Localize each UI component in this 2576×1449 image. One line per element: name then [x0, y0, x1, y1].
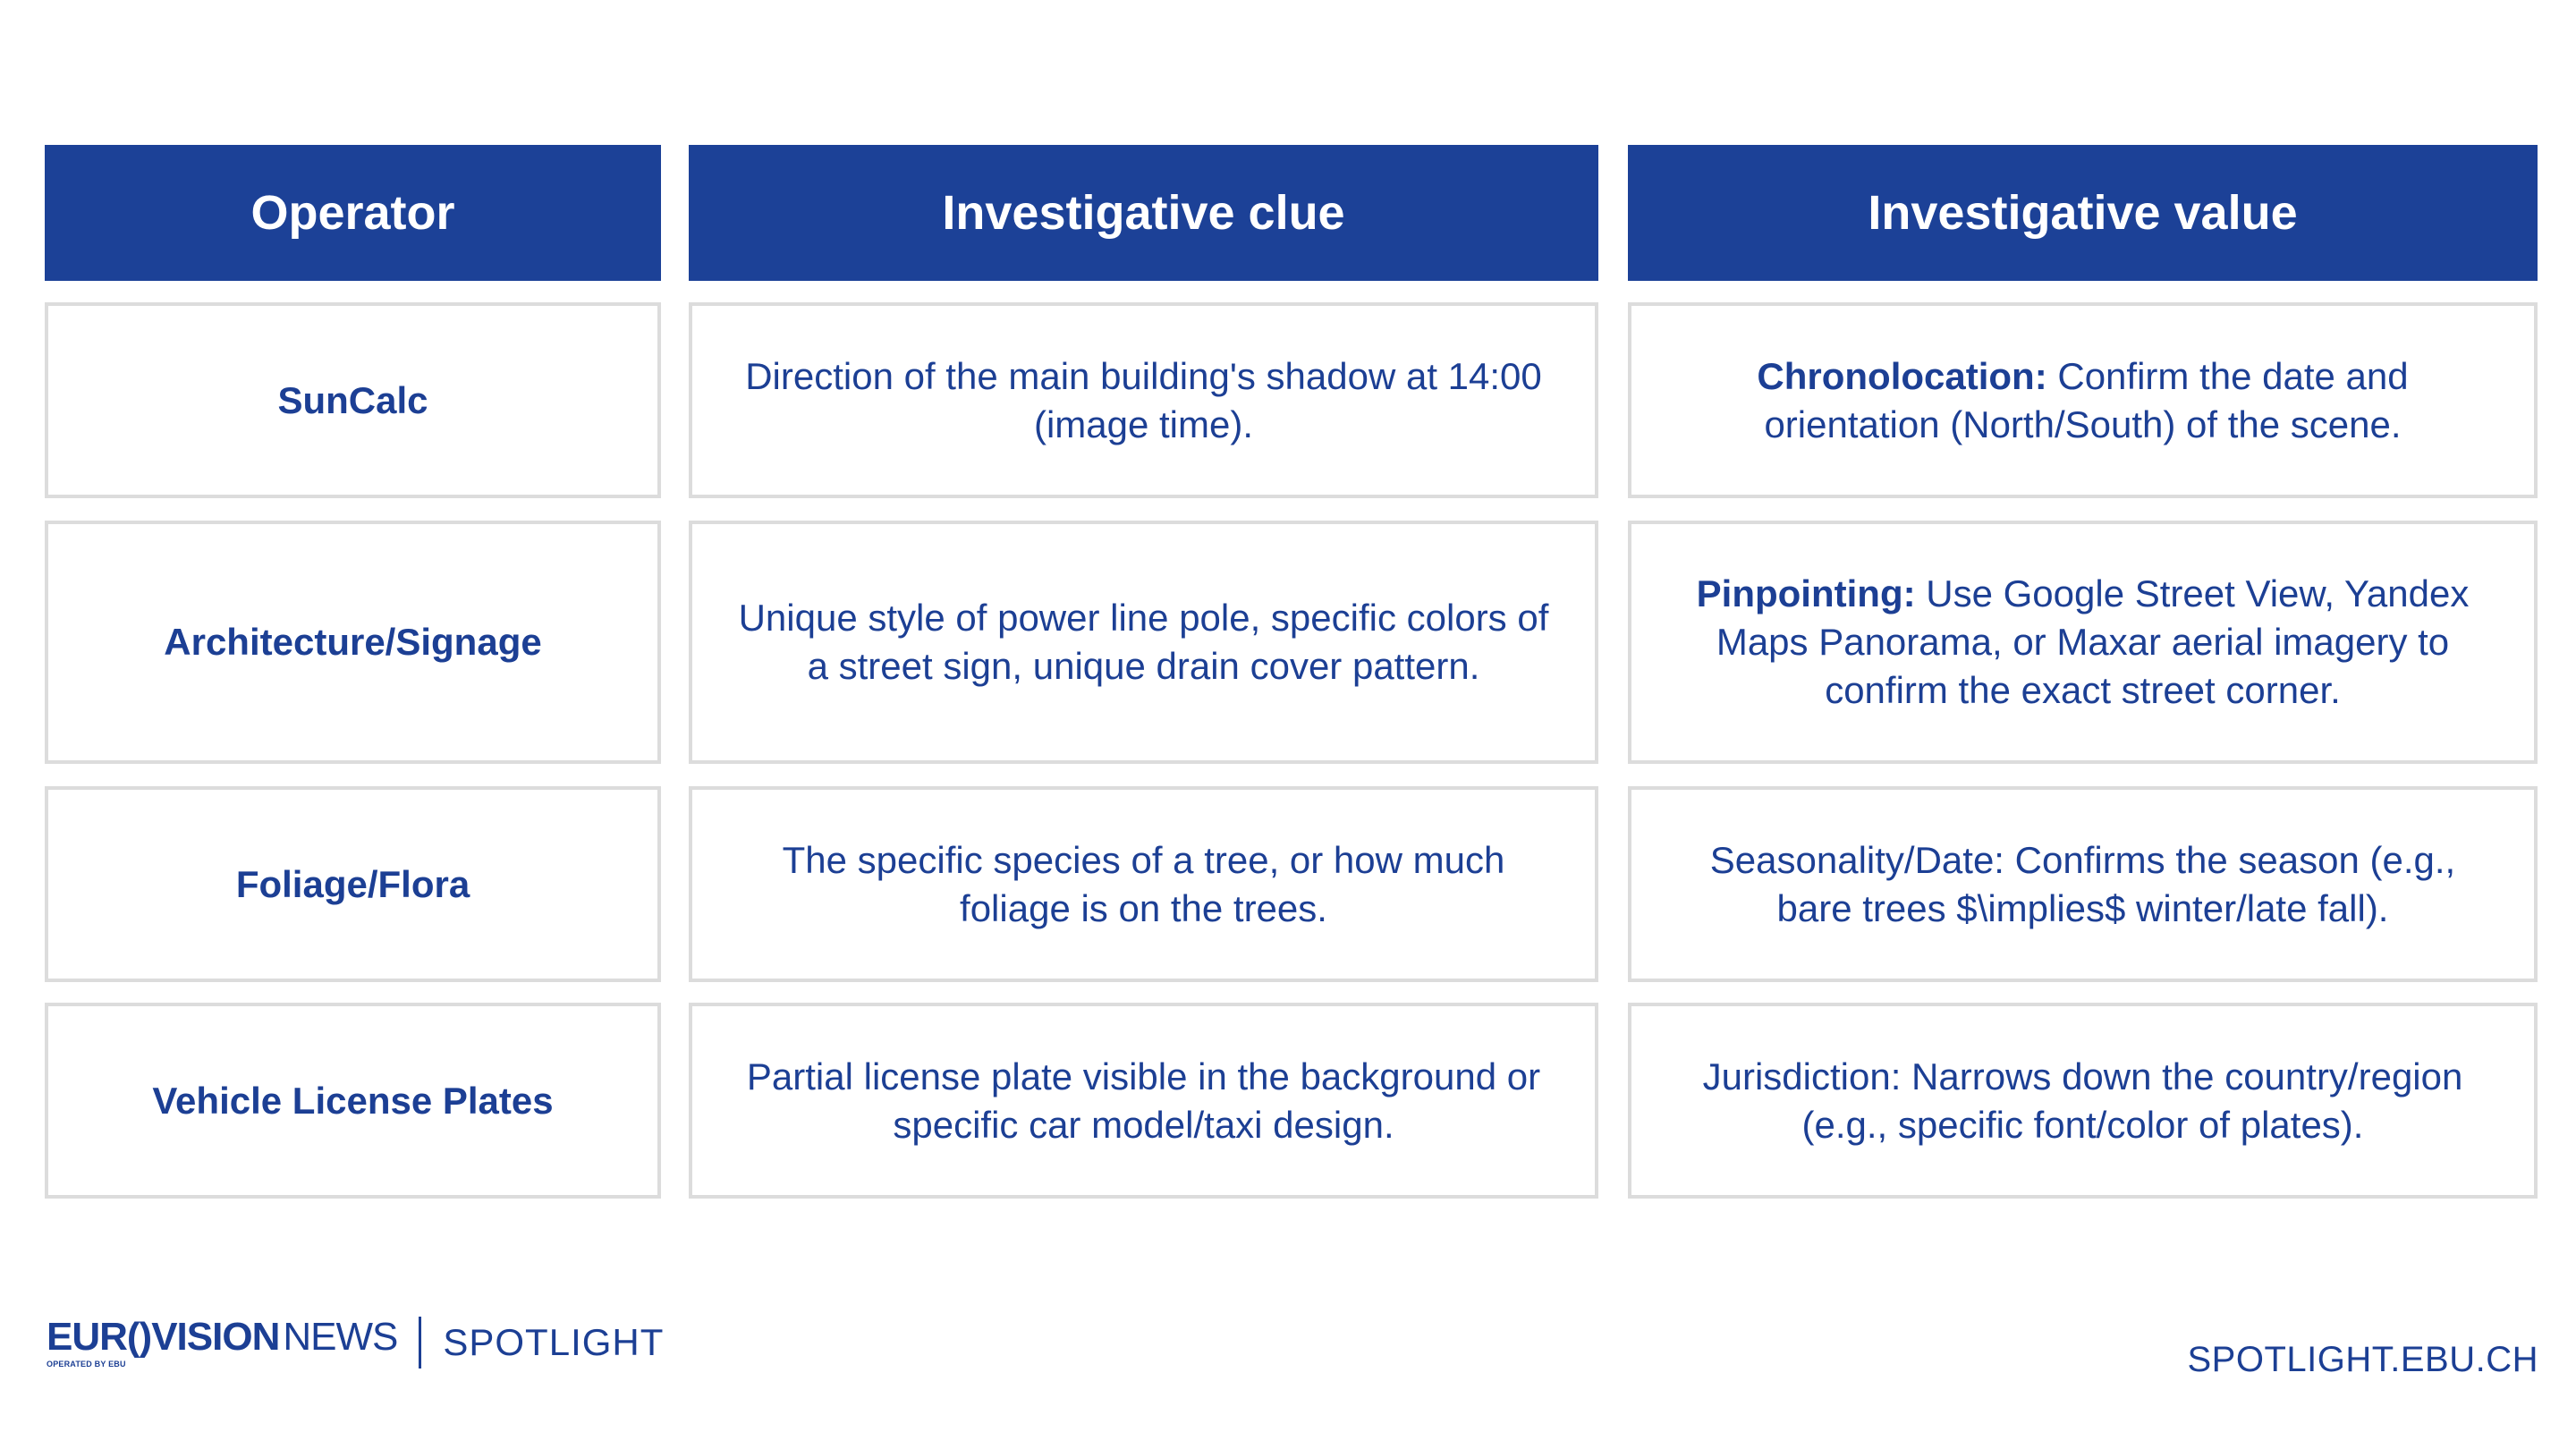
logo-operated-by-text: OPERATED BY EBU [47, 1360, 126, 1368]
table-cell-clue [689, 521, 1598, 764]
table-cell-operator [45, 521, 661, 764]
value-lead: Pinpointing: [1696, 572, 1916, 614]
logo-eurovision-text: EUR()VISION [47, 1315, 280, 1359]
header-investigative-value: Investigative value [1628, 145, 2538, 281]
logo-news-text: NEWS [283, 1315, 398, 1359]
value-text-block [1667, 836, 2498, 933]
value-text-block [1667, 570, 2498, 715]
clue-text: Unique style of power line pole, specific colors of a street sign, unique drain cover pattern. [738, 597, 1549, 687]
table-cell-operator [45, 786, 661, 982]
operator-label: Vehicle License Plates [152, 1079, 554, 1122]
table-cell-clue [689, 302, 1598, 498]
header-investigative-clue: Investigative clue [689, 145, 1598, 281]
value-text: Use Google Street View, Yandex Maps Panorama, or Maxar aerial imagery to confirm the exact street corner. [1716, 572, 2470, 711]
table-cell-value [1628, 786, 2538, 982]
footer-url: SPOTLIGHT.EBU.CH [2187, 1340, 2538, 1379]
clue-text: The specific species of a tree, or how much foliage is on the trees. [782, 838, 1505, 929]
value-text: Confirm the date and orientation (North/South) of the scene. [1764, 354, 2409, 445]
table-cell-clue [689, 786, 1598, 982]
logo-spotlight-text: SPOTLIGHT [443, 1321, 665, 1363]
operator-label: SunCalc [277, 378, 428, 421]
operator-label: Architecture/Signage [164, 621, 542, 663]
logo-divider [419, 1317, 421, 1368]
value-text: Jurisdiction: Narrows down the country/region (e.g., specific font/color of plates). [1702, 1055, 2463, 1146]
header-operator: Operator [45, 145, 661, 281]
value-lead: Chronolocation: [1757, 354, 2047, 397]
value-text-block [1667, 1053, 2498, 1149]
table-cell-clue [689, 1003, 1598, 1199]
table-cell-operator [45, 302, 661, 498]
clue-text: Direction of the main building's shadow at 14:00 (image time). [745, 354, 1542, 445]
value-text-block [1667, 352, 2498, 449]
eurovision-news-wordmark [47, 1317, 397, 1368]
clue-text: Partial license plate visible in the background or specific car model/taxi design. [746, 1055, 1541, 1146]
table-cell-operator [45, 1003, 661, 1199]
operator-label: Foliage/Flora [235, 862, 470, 905]
table-cell-value [1628, 521, 2538, 764]
value-text: Seasonality/Date: Confirms the season (e.g., bare trees $\implies$ winter/late fall). [1709, 838, 2456, 929]
eurovision-news-spotlight-logo [47, 1311, 664, 1374]
table-cell-value [1628, 1003, 2538, 1199]
table-cell-value [1628, 302, 2538, 498]
